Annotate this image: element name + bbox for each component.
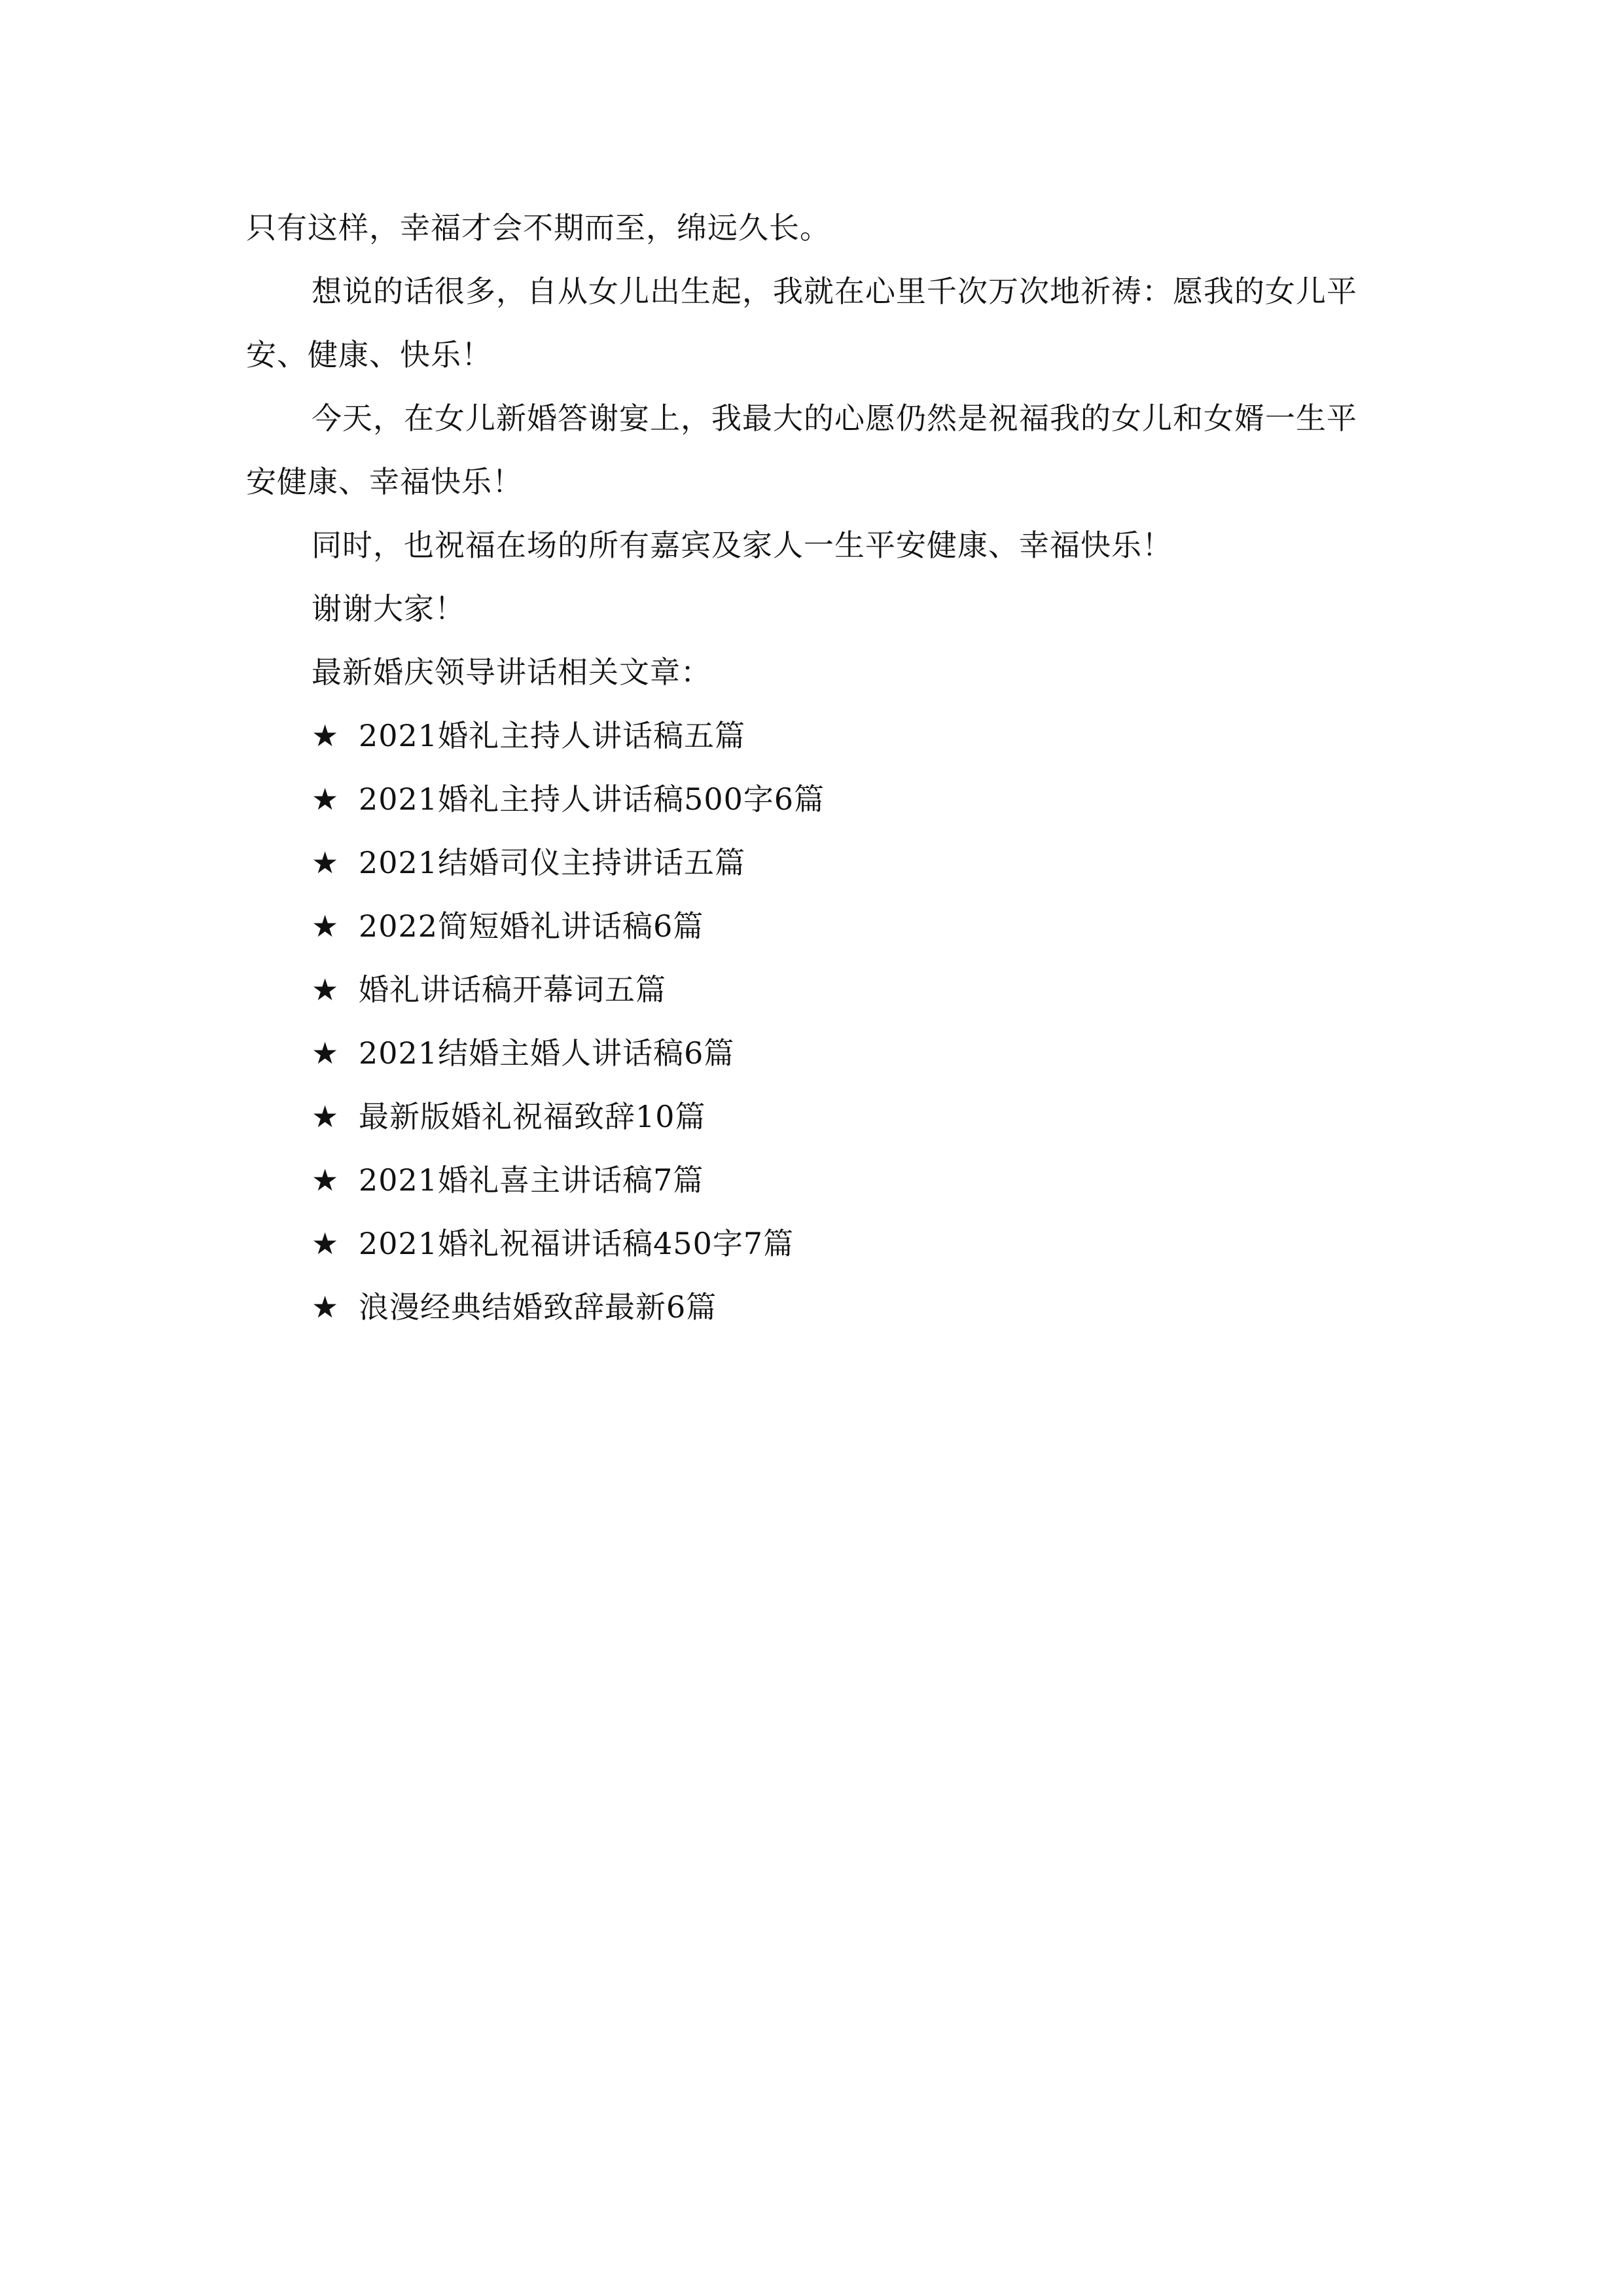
star-icon: ★: [312, 718, 340, 753]
related-articles-heading: 最新婚庆领导讲话相关文章：: [312, 655, 711, 690]
star-icon: ★: [312, 1099, 340, 1134]
star-icon: ★: [312, 781, 340, 817]
paragraph-thanks: 谢谢大家！: [312, 591, 465, 626]
related-article-link[interactable]: [246, 958, 1385, 1022]
related-article-link[interactable]: [246, 1022, 1385, 1085]
related-article-title: 2021结婚主婚人讲话稿6篇: [359, 1035, 735, 1071]
paragraph-wish-daughter: 想说的话很多，自从女儿出生起，我就在心里千次万次地祈祷：愿我的女儿平安、健康、快乐！: [246, 274, 1357, 372]
related-article-title: 2021婚礼喜主讲话稿7篇: [359, 1162, 704, 1198]
related-article-title: 2021婚礼主持人讲话稿五篇: [359, 718, 746, 753]
paragraph-wish-guests: 同时，也祝福在场的所有嘉宾及家人一生平安健康、幸福快乐！: [312, 528, 1173, 563]
star-icon: ★: [312, 1226, 340, 1261]
star-icon: ★: [312, 972, 340, 1007]
related-article-title: 2021婚礼祝福讲话稿450字7篇: [359, 1226, 794, 1261]
related-article-title: 最新版婚礼祝福致辞10篇: [359, 1099, 706, 1134]
paragraph-wish-couple: 今天，在女儿新婚答谢宴上，我最大的心愿仍然是祝福我的女儿和女婿一生平安健康、幸福快乐！: [246, 401, 1357, 499]
star-icon: ★: [312, 1162, 340, 1198]
related-article-link[interactable]: [246, 704, 1385, 768]
star-icon: ★: [312, 908, 340, 944]
star-icon: ★: [312, 845, 340, 880]
related-articles-list: [246, 704, 1385, 1339]
related-article-link[interactable]: [246, 1212, 1385, 1276]
related-article-link[interactable]: [246, 1085, 1385, 1149]
star-icon: ★: [312, 1289, 340, 1325]
related-article-link[interactable]: [246, 895, 1385, 958]
paragraph-closing-line: 只有这样，幸福才会不期而至，绵远久长。: [246, 210, 830, 245]
related-article-title: 浪漫经典结婚致辞最新6篇: [359, 1289, 717, 1325]
star-icon: ★: [312, 1035, 340, 1071]
related-article-link[interactable]: [246, 831, 1385, 895]
related-article-link[interactable]: [246, 768, 1385, 831]
related-article-link[interactable]: [246, 1149, 1385, 1212]
document-body: [246, 196, 1385, 1339]
related-article-title: 婚礼讲话稿开幕词五篇: [359, 972, 666, 1007]
related-article-title: 2021结婚司仪主持讲话五篇: [359, 845, 746, 880]
related-article-title: 2021婚礼主持人讲话稿500字6篇: [359, 781, 825, 817]
related-article-link[interactable]: [246, 1276, 1385, 1339]
related-article-title: 2022简短婚礼讲话稿6篇: [359, 908, 704, 944]
